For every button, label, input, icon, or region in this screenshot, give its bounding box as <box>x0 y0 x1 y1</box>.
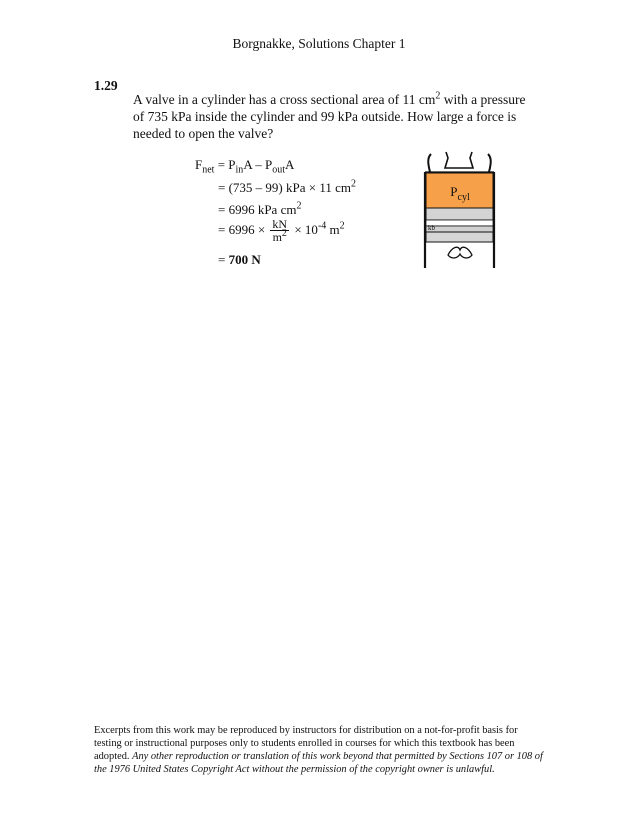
equation-line-4: = 6996 × $\frac{kN}{m^2}$ × $10^{-4}$ $m^2$ <box>218 217 345 244</box>
copyright-footer <box>94 724 544 776</box>
piston-small-label: kb <box>428 224 435 232</box>
final-result: 700 N <box>228 252 261 267</box>
equation-line-3: = 6996 kPa $cm^2$ <box>218 200 302 217</box>
equation-line-1: $F_{net} = P_{in}A - P_{out}A$ <box>195 157 295 176</box>
cylinder-valve-diagram <box>418 150 500 268</box>
kN-per-m2-fraction: $\frac{kN}{m^2}$ <box>272 217 288 244</box>
equation-line-2: = (735 – 99) kPa × 11 $cm^2$ <box>218 178 356 195</box>
equation-line-5: = 700 N <box>218 252 261 267</box>
pressure-label-main: P <box>450 184 458 199</box>
problem-number: 1.29 <box>94 78 118 93</box>
problem-statement <box>133 91 538 142</box>
pressure-label-sub: cyl <box>457 192 470 203</box>
statement-part1: A valve in a cylinder has a cross sectional area of 11 cm <box>133 92 436 107</box>
footer-normal-text: Excerpts from this work may be reproduced by instructors for distribution on a not-for-profit basis for testing or instructional purposes only to students enrolled in courses for which this textbook has been adopted. <box>94 725 518 762</box>
statement-superscript: 2 <box>435 90 441 102</box>
page-header: Borgnakke, Solutions Chapter 1 <box>232 36 406 51</box>
footer-italic-text: Any other reproduction or translation of this work beyond that permitted by Sections 107 or 108 of the 1976 United States Copyright Act without the permission of the copyright owner is unlawful. <box>94 751 543 775</box>
statement-part2: with a pressure of 735 kPa inside the cylinder and 99 kPa outside. How large a force is needed to open the valve? <box>133 92 526 141</box>
